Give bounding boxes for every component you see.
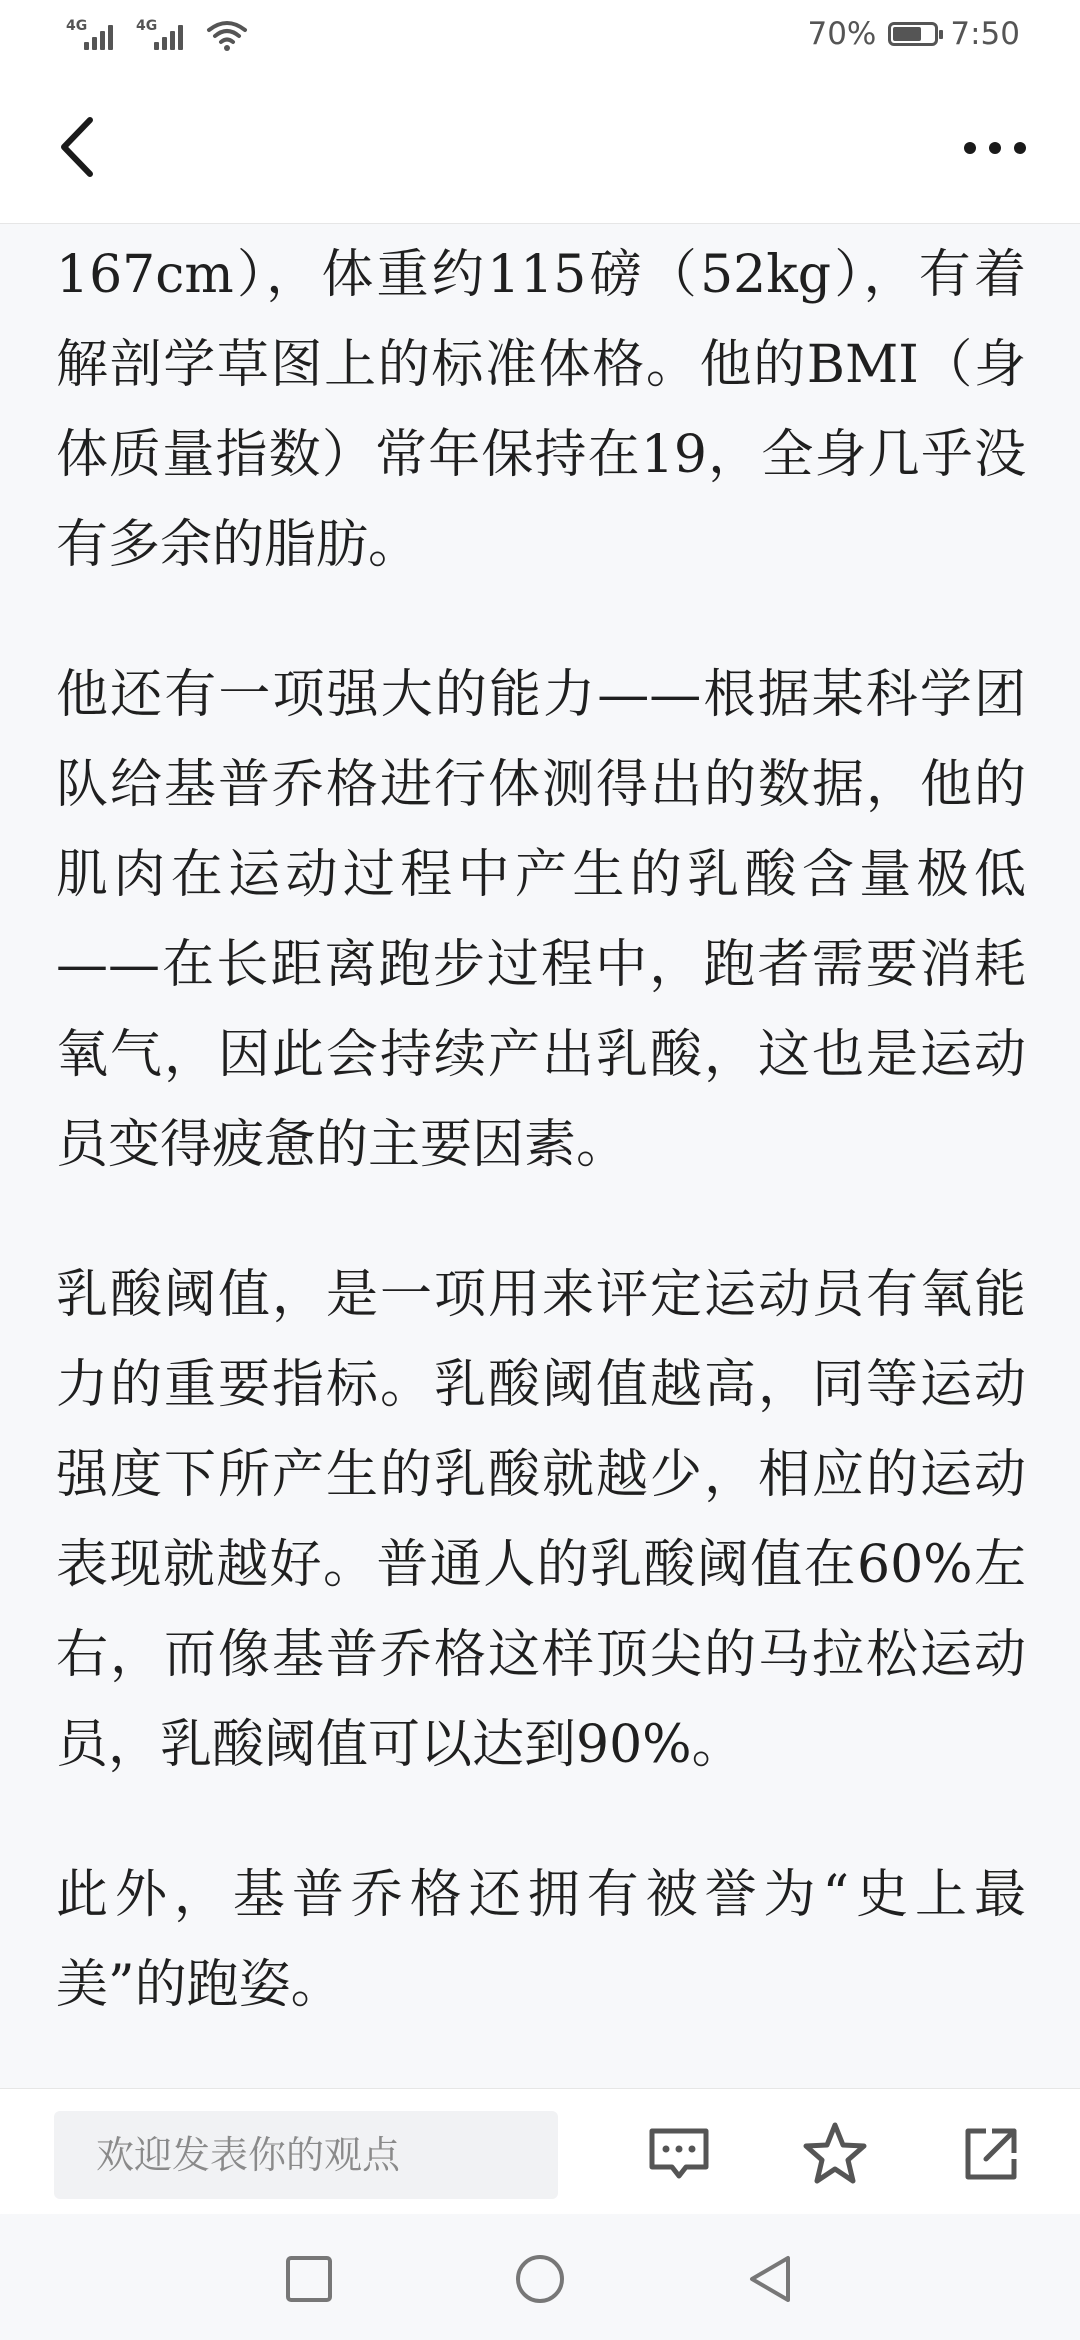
status-right xyxy=(807,16,1020,52)
triangle-back-icon[interactable] xyxy=(744,2252,798,2306)
clock: 7:50 xyxy=(950,16,1020,52)
article-paragraph: 他还有一项强大的能力——根据某科学团队给基普乔格进行体测得出的数据，他的肌肉在运动过程中产生的乳酸含量极低——在长距离跑步过程中，跑者需要消耗氧气，因此会持续产出乳酸，这也是运动员变得疲惫的主要因素。 xyxy=(56,665,1026,1175)
article-paragraph: 乳酸阈值，是一项用来评定运动员有氧能力的重要指标。乳酸阈值越高，同等运动强度下所产生的乳酸就越少，相应的运动表现就越好。普通人的乳酸阈值在60%左右，而像基普乔格这样顶尖的马拉松运动员，乳酸阈值可以达到90%。 xyxy=(56,1265,1026,1775)
article-body xyxy=(56,224,1026,2084)
star-icon[interactable] xyxy=(800,2119,870,2189)
wifi-icon xyxy=(206,18,248,52)
status-left xyxy=(66,18,248,52)
square-icon[interactable] xyxy=(282,2252,336,2306)
more-dots-icon[interactable] xyxy=(960,128,1030,168)
signal-icon xyxy=(66,18,118,52)
comment-icon[interactable] xyxy=(644,2119,714,2189)
top-nav xyxy=(0,72,1080,224)
comment-bar xyxy=(0,2088,1080,2214)
comment-input[interactable] xyxy=(54,2111,558,2199)
network-type: 4G xyxy=(136,18,158,34)
chevron-left-icon[interactable] xyxy=(50,112,110,182)
signal-icon xyxy=(136,18,188,52)
share-icon[interactable] xyxy=(956,2119,1026,2189)
battery-percent: 70% xyxy=(807,16,877,52)
article-paragraph: 此外，基普乔格还拥有被誉为“史上最美”的跑姿。 xyxy=(56,1865,1026,2015)
circle-icon[interactable] xyxy=(513,2252,567,2306)
network-type: 4G xyxy=(66,18,88,34)
system-nav-bar xyxy=(0,2214,1080,2340)
status-bar xyxy=(0,0,1080,72)
article-paragraph: 167cm），体重约115磅（52kg），有着解剖学草图上的标准体格。他的BMI（身体质量指数）常年保持在19，全身几乎没有多余的脂肪。 xyxy=(56,245,1026,575)
battery-fill xyxy=(893,27,921,41)
battery-icon xyxy=(888,22,938,46)
